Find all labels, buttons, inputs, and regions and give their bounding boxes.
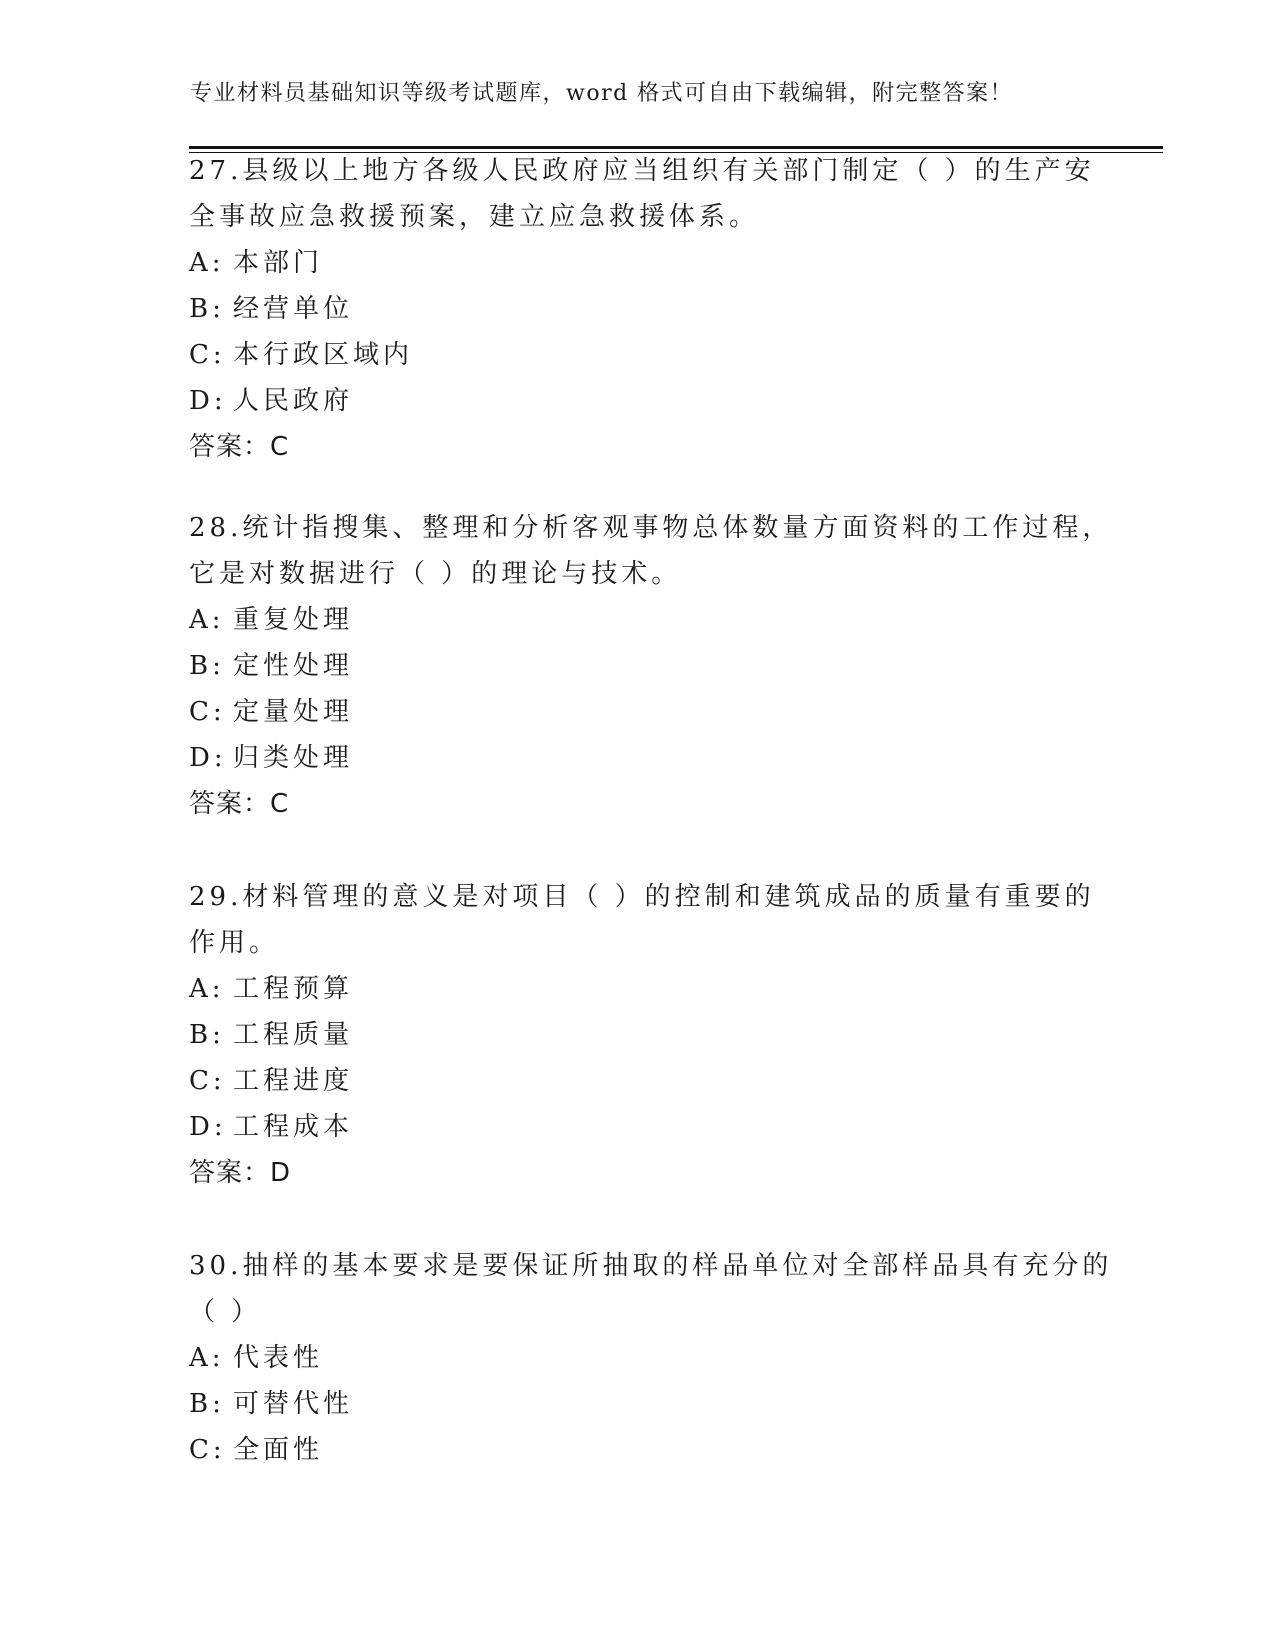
question-text-line: 27.县级以上地方各级人民政府应当组织有关部门制定（ ）的生产安 xyxy=(189,156,1095,186)
option-text: 工程预算 xyxy=(233,974,354,1004)
question-28 xyxy=(189,505,1113,827)
option-text: 本行政区域内 xyxy=(233,340,414,370)
option-text: 归类处理 xyxy=(233,743,354,773)
option-d xyxy=(189,378,1089,424)
option-label: C: xyxy=(189,340,226,370)
question-text-line: 作用。 xyxy=(189,928,280,958)
option-label: D: xyxy=(189,743,227,773)
option-label: C: xyxy=(189,1066,226,1096)
option-label: B: xyxy=(189,1389,225,1419)
option-text: 可替代性 xyxy=(233,1389,354,1419)
answer-line: 答案：C xyxy=(189,432,290,462)
option-label: C: xyxy=(189,697,226,727)
option-label: B: xyxy=(189,1020,225,1050)
option-label: D: xyxy=(189,386,227,416)
option-label: A: xyxy=(189,248,225,278)
option-a xyxy=(189,240,1089,286)
option-text: 工程质量 xyxy=(233,1020,354,1050)
option-c xyxy=(189,1427,1089,1473)
option-d xyxy=(189,1104,1089,1150)
option-b xyxy=(189,643,1089,689)
question-30 xyxy=(189,1243,1113,1473)
page-header: 专业材料员基础知识等级考试题库，word 格式可自由下载编辑，附完整答案！ xyxy=(190,81,1014,106)
question-27 xyxy=(189,148,1095,470)
question-29 xyxy=(189,874,1095,1196)
option-b xyxy=(189,1381,1089,1427)
option-label: A: xyxy=(189,605,225,635)
option-text: 人民政府 xyxy=(233,386,354,416)
option-label: A: xyxy=(189,974,225,1004)
option-text: 代表性 xyxy=(233,1343,324,1373)
option-a xyxy=(189,597,1089,643)
option-label: B: xyxy=(189,651,225,681)
question-text-line: 它是对数据进行（ ）的理论与技术。 xyxy=(189,559,682,589)
option-text: 重复处理 xyxy=(233,605,354,635)
option-c xyxy=(189,1058,1089,1104)
option-text: 经营单位 xyxy=(233,294,354,324)
option-c xyxy=(189,332,1089,378)
option-d xyxy=(189,735,1089,781)
option-label: D: xyxy=(189,1112,227,1142)
option-a xyxy=(189,966,1089,1012)
option-label: A: xyxy=(189,1343,225,1373)
option-text: 全面性 xyxy=(233,1435,324,1465)
option-text: 定量处理 xyxy=(233,697,354,727)
option-a xyxy=(189,1335,1089,1381)
option-b xyxy=(189,286,1089,332)
answer-line: 答案：D xyxy=(189,1158,292,1188)
answer-line: 答案：C xyxy=(189,789,290,819)
option-text: 工程进度 xyxy=(233,1066,354,1096)
option-label: C: xyxy=(189,1435,226,1465)
question-text-line: （ ） xyxy=(189,1297,262,1327)
option-text: 本部门 xyxy=(233,248,324,278)
option-text: 定性处理 xyxy=(233,651,354,681)
question-text-line: 29.材料管理的意义是对项目（ ）的控制和建筑成品的质量有重要的 xyxy=(189,882,1095,912)
question-text-line: 30.抽样的基本要求是要保证所抽取的样品单位对全部样品具有充分的 xyxy=(189,1251,1113,1281)
option-label: B: xyxy=(189,294,225,324)
question-text-line: 全事故应急救援预案，建立应急救援体系。 xyxy=(189,202,760,232)
question-text-line: 28.统计指搜集、整理和分析客观事物总体数量方面资料的工作过程， xyxy=(189,513,1113,543)
option-c xyxy=(189,689,1089,735)
option-text: 工程成本 xyxy=(233,1112,354,1142)
option-b xyxy=(189,1012,1089,1058)
